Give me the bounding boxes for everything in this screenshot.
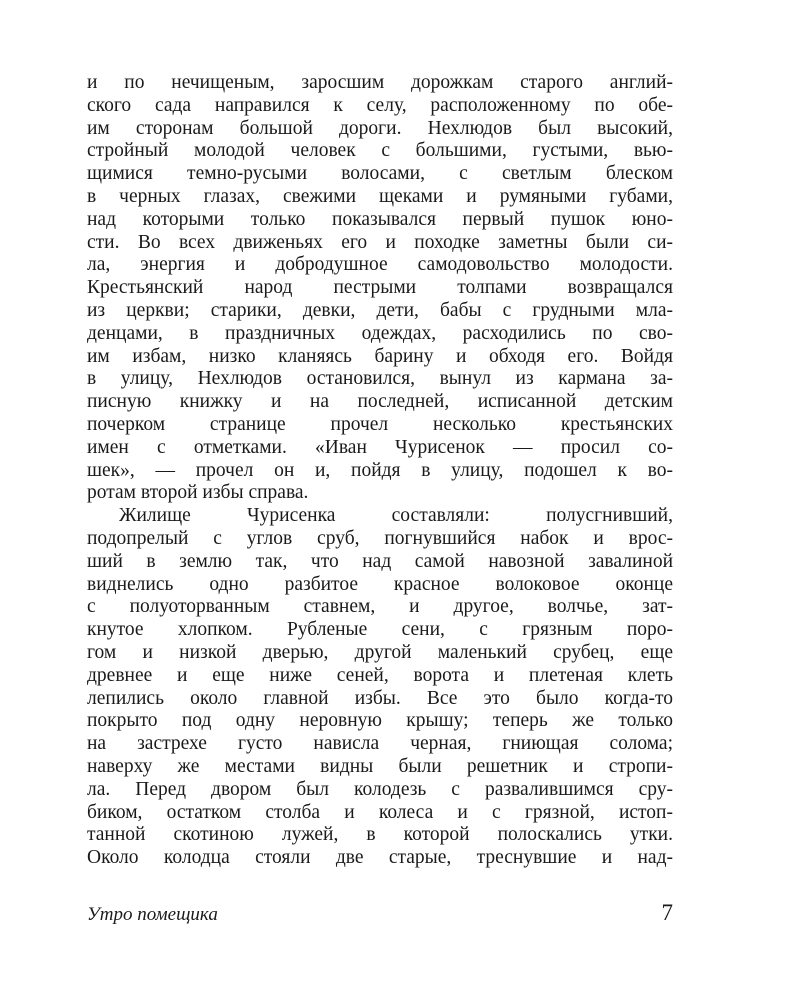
running-footer-title: Утро помещика [87, 904, 218, 925]
text-line: ротам второй избы справа. [87, 482, 309, 504]
text-line: и по нечищеным, заросшим дорожкам старого англий- [87, 72, 673, 93]
text-line: биком, остатком столба и колеса и с грязной, истоп- [87, 801, 673, 823]
text-line: Около колодца стояли две старые, треснувшие и над- [87, 847, 673, 869]
text-line: в улицу, Нехлюдов остановился, вынул из кармана за- [87, 368, 673, 390]
text-line: ший в землю так, что над самой навозной завалиной [87, 550, 673, 572]
paragraph-1 [87, 72, 673, 505]
text-line: над которыми только показывался первый пушок юно- [87, 208, 673, 230]
text-line: Крестьянский народ пестрыми толпами возвращался [87, 277, 673, 299]
text-line: имен с отметками. «Иван Чурисенок — просил со- [87, 436, 673, 458]
text-line: кнутое хлопком. Рубленые сени, с грязным поро- [87, 619, 673, 641]
text-line: виднелись одно разбитое красное волоковое оконце [87, 573, 673, 595]
text-line: покрыто под одну неровную крышу; теперь же только [87, 710, 673, 732]
text-line: стройный молодой человек с большими, густыми, вью- [87, 140, 673, 162]
text-line: им избам, низко кланяясь барину и обходя его. Войдя [87, 345, 673, 367]
paragraph-2 [87, 505, 673, 870]
text-line: ла, энергия и добродушное самодовольство молодости. [87, 254, 673, 276]
text-line: в черных глазах, свежими щеками и румяными губами, [87, 185, 673, 207]
text-line: почерком странице прочел несколько крестьянских [87, 413, 673, 435]
text-line: с полуоторванным ставнем, и другое, волчье, зат- [87, 596, 673, 618]
text-line: ла. Перед двором был колодезь с развалившимся сру- [87, 778, 673, 800]
text-line: сти. Во всех движеньях его и походке заметны были си- [87, 231, 673, 253]
text-line: лепились около главной избы. Все это было когда-то [87, 687, 673, 709]
text-line: наверху же местами видны были решетник и стропи- [87, 755, 673, 777]
text-line: писную книжку и на последней, исписанной детским [87, 391, 673, 413]
text-line: из церкви; старики, девки, дети, бабы с грудными мла- [87, 299, 673, 321]
text-line: ского сада направился к селу, расположенному по обе- [87, 94, 673, 116]
text-line: на застрехе густо нависла черная, гниющая солома; [87, 733, 673, 755]
page-number: 7 [661, 900, 673, 925]
text-line: гом и низкой дверью, другой маленький срубец, еще [87, 641, 673, 663]
text-line: денцами, в праздничных одеждах, расходились по сво- [87, 322, 673, 344]
text-line: им сторонам большой дороги. Нехлюдов был высокий, [87, 117, 673, 139]
body-text [87, 72, 673, 870]
text-line: шек», — прочел он и, пойдя в улицу, подошел к во- [87, 459, 673, 481]
text-line: подопрелый с углов сруб, погнувшийся набок и врос- [87, 527, 673, 549]
text-line: щимися темно-русыми волосами, с светлым блеском [87, 163, 673, 185]
text-line: танной скотиною лужей, в которой полоскались утки. [87, 824, 673, 846]
text-line: древнее и еще ниже сеней, ворота и плетеная клеть [87, 664, 673, 686]
text-line: Жилище Чурисенка составляли: полусгнивший, [119, 505, 673, 527]
